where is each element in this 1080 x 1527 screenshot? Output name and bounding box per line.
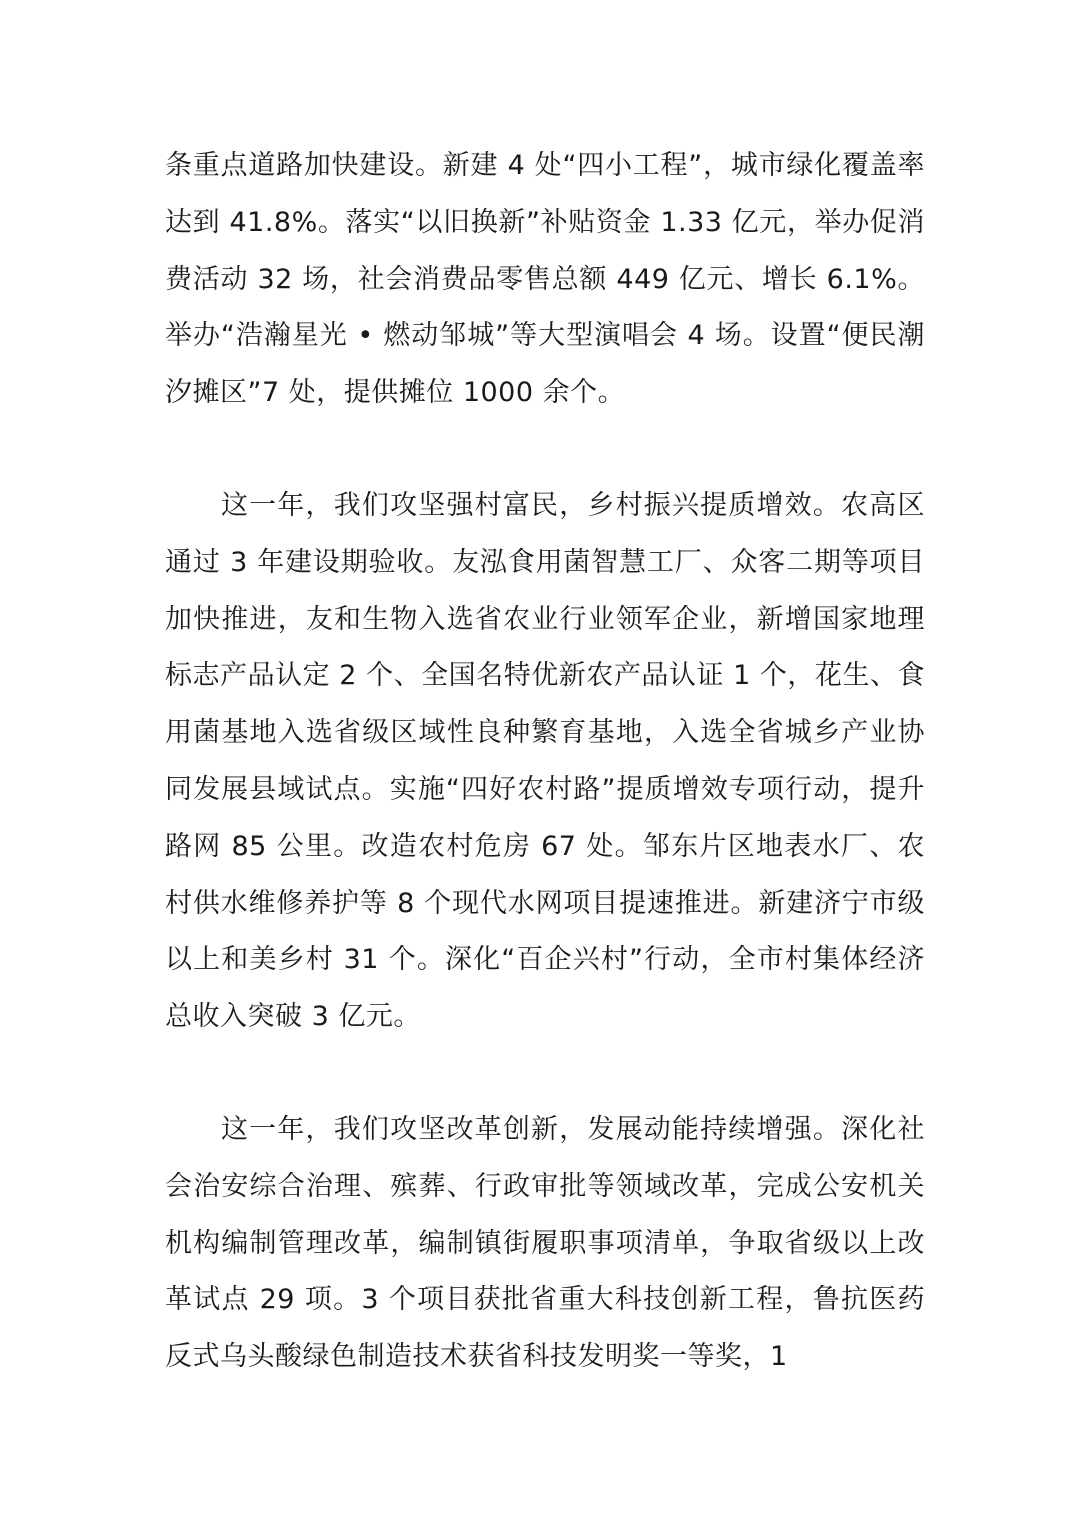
document-body (165, 138, 925, 1386)
paragraph-consumption: 条重点道路加快建设。新建 4 处“四小工程”，城市绿化覆盖率达到 41.8%。落实“以旧换新”补贴资金 1.33 亿元，举办促消费活动 32 场，社会消费品零售总额 449 亿元、增长 6.1%。举办“浩瀚星光 • 燃动邹城”等大型演唱会 4 场。设置“便民潮汐摊区”7 处，提供摊位 1000 余个。 (165, 150, 925, 409)
paragraph-rural-revitalization: 这一年，我们攻坚强村富民，乡村振兴提质增效。农高区通过 3 年建设期验收。友泓食用菌智慧工厂、众客二期等项目加快推进，友和生物入选省农业行业领军企业，新增国家地理标志产品认定 2 个、全国名特优新农产品认证 1 个，花生、食用菌基地入选省级区域性良种繁育基地，入选全省城乡产业协同发展县域试点。实施“四好农村路”提质增效专项行动，提升路网 85 公里。改造农村危房 67 处。邹东片区地表水厂、农村供水维修养护等 8 个现代水网项目提速推进。新建济宁市级以上和美乡村 31 个。深化“百企兴村”行动，全市村集体经济总收入突破 3 亿元。 (165, 489, 925, 1033)
paragraph-reform-innovation: 这一年，我们攻坚改革创新，发展动能持续增强。深化社会治安综合治理、殡葬、行政审批等领域改革，完成公安机关机构编制管理改革，编制镇街履职事项清单，争取省级以上改革试点 29 项。3 个项目获批省重大科技创新工程，鲁抗医药反式乌头酸绿色制造技术获省科技发明奖一等奖，1 (165, 1113, 925, 1373)
